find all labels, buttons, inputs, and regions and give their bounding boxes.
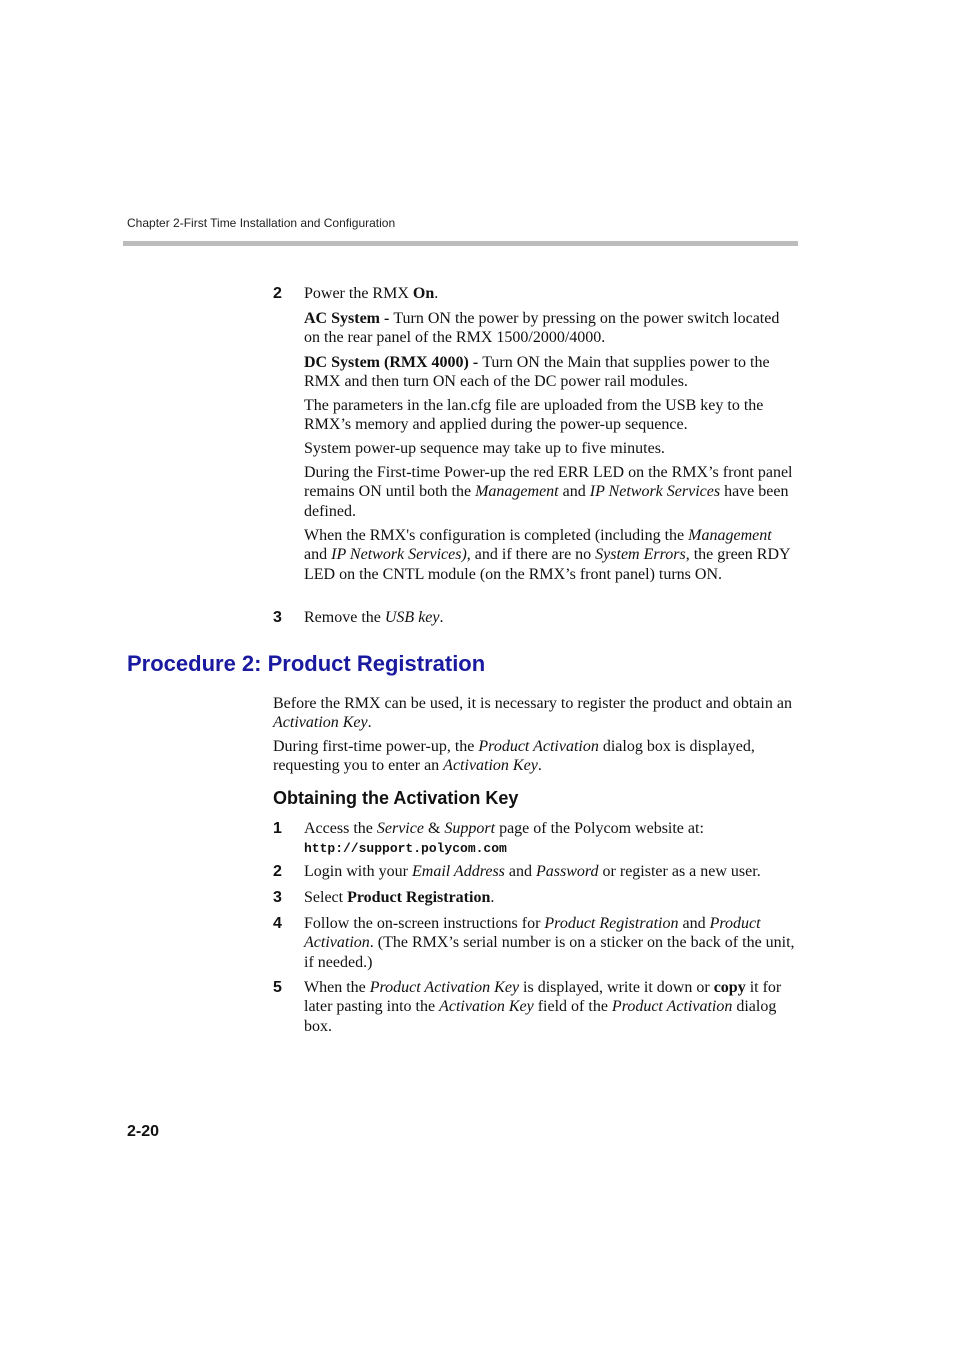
step-number: 3 bbox=[273, 889, 282, 906]
header-rule bbox=[123, 241, 798, 246]
support-url[interactable]: http://support.polycom.com bbox=[304, 841, 507, 857]
step-text: Access the Service & Support page of the Polycom website at: http://support.polycom.com bbox=[304, 820, 704, 857]
step-number: 2 bbox=[273, 863, 282, 880]
step-text: Select Product Registration. bbox=[304, 889, 495, 906]
lan-cfg-paragraph: The parameters in the lan.cfg file are uploaded from the USB key to the RMX’s memory and applied during the power-up sequence. bbox=[304, 397, 764, 434]
rdy-led-paragraph: When the RMX's configuration is completed (including the Management and IP Network Services), and if there are no System Errors, the green RDY LED on the CNTL module (on the RMX’s front panel) turns ON. bbox=[304, 527, 790, 583]
power-up-paragraph: System power-up sequence may take up to five minutes. bbox=[304, 440, 665, 457]
ac-system-paragraph: AC System - Turn ON the power by pressing on the power switch located on the rear panel of the RMX 1500/2000/4000. bbox=[304, 310, 780, 347]
dialog-paragraph: During first-time power-up, the Product Activation dialog box is displayed, requesting you to enter an Activation Key. bbox=[273, 738, 755, 775]
err-led-paragraph: During the First-time Power-up the red ERR LED on the RMX’s front panel remains ON until both the Management and IP Network Services have been defined. bbox=[304, 464, 793, 520]
step-text: Power the RMX On. bbox=[304, 285, 439, 302]
step-number: 5 bbox=[273, 979, 282, 996]
step-text: Login with your Email Address and Password or register as a new user. bbox=[304, 863, 761, 880]
step-number: 1 bbox=[273, 820, 282, 837]
step-text: When the Product Activation Key is displayed, write it down or copy it for later pasting into the Activation Key field of the Product Activation dialog box. bbox=[304, 979, 782, 1035]
running-head: Chapter 2-First Time Installation and Configuration bbox=[127, 216, 396, 230]
subsection-heading: Obtaining the Activation Key bbox=[273, 788, 519, 808]
step-text: Follow the on-screen instructions for Product Registration and Product Activation. (The RMX’s serial number is on a sticker on the back of the unit, if needed.) bbox=[304, 915, 795, 971]
step-text: Remove the USB key. bbox=[304, 609, 444, 626]
step-number: 2 bbox=[273, 285, 282, 302]
dc-system-paragraph: DC System (RMX 4000) - Turn ON the Main that supplies power to the RMX and then turn ON each of the DC power rail modules. bbox=[304, 354, 770, 391]
intro-paragraph: Before the RMX can be used, it is necessary to register the product and obtain an Activation Key. bbox=[273, 695, 792, 732]
section-heading: Procedure 2: Product Registration bbox=[127, 651, 486, 676]
page-number: 2-20 bbox=[127, 1123, 160, 1140]
step-number: 3 bbox=[273, 609, 282, 626]
step-number: 4 bbox=[273, 915, 282, 932]
